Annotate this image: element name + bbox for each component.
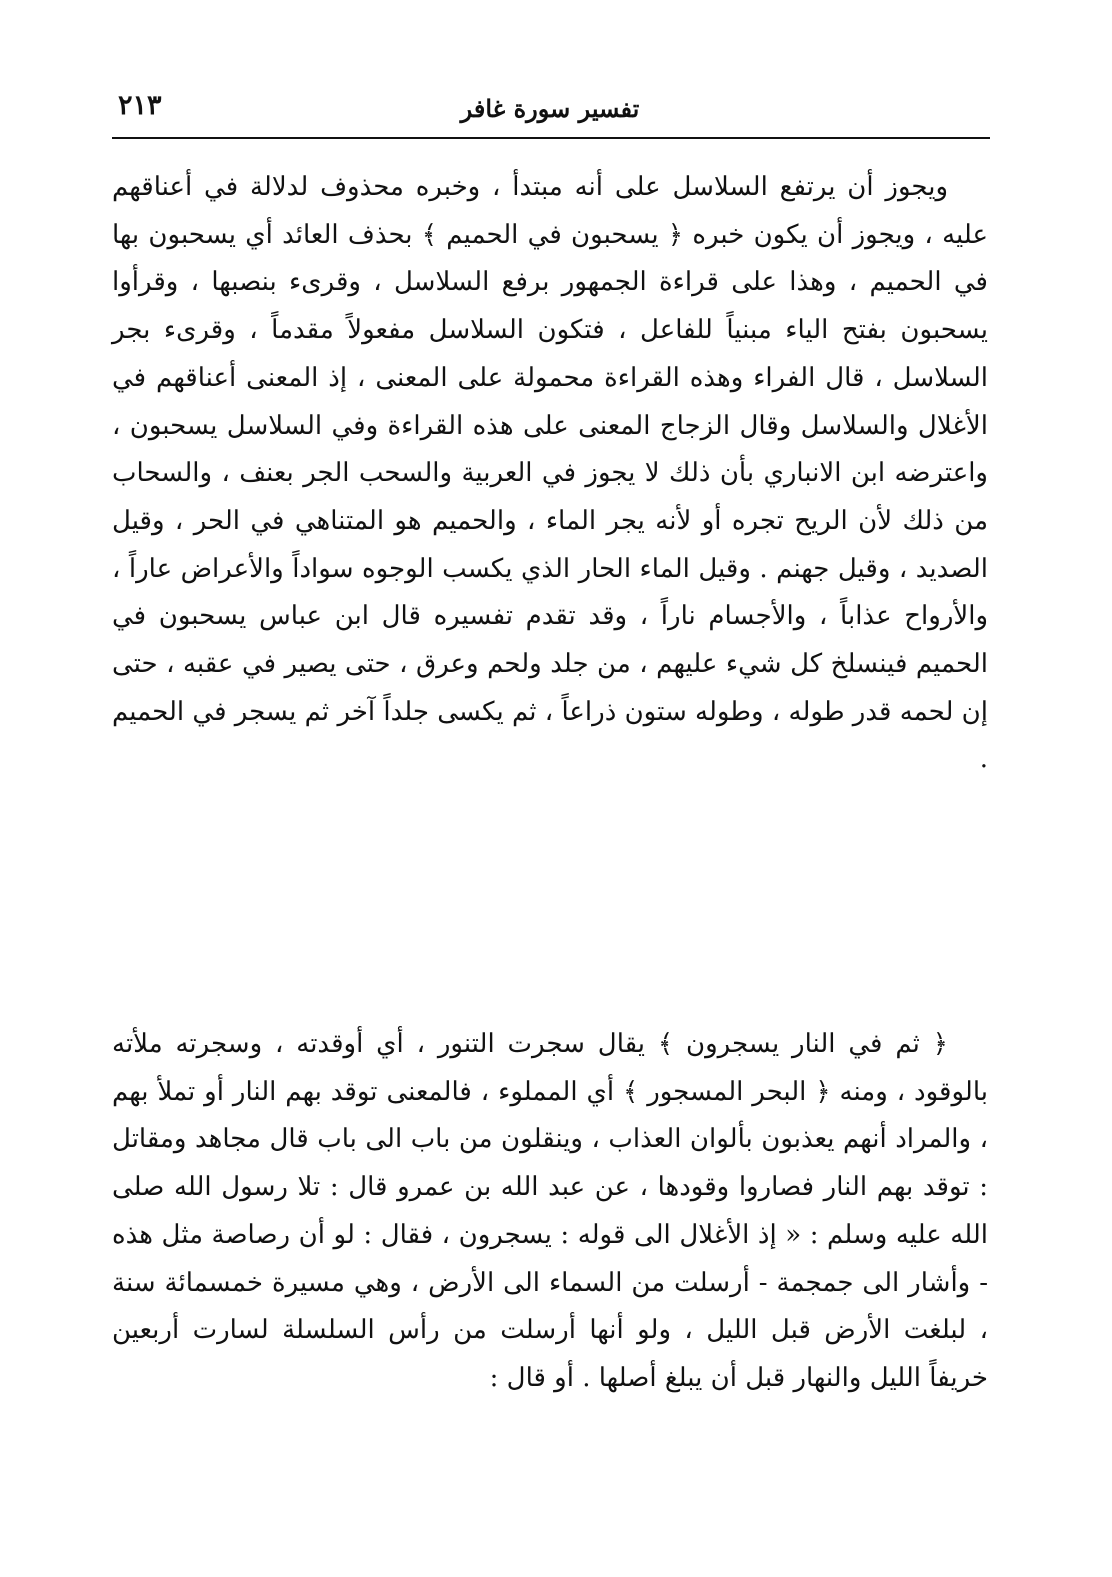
commentary-block	[112, 1021, 988, 1403]
header-title: تفسير سورة غافر	[460, 94, 640, 123]
header-divider	[112, 137, 990, 139]
running-header	[112, 88, 988, 132]
paragraph: ﴿ ثم في النار يسجرون ﴾ يقال سجرت التنور ، أي أوقدته ، وسجرته ملأته بالوقود ، ومنه ﴿ البحر المسجور ﴾ أي المملوء ، فالمعنى توقد بهم النار أو تملأ بهم ، والمراد أنهم يعذبون بألوان العذاب ، وينقلون من باب الى باب قال مجاهد ومقاتل : توقد بهم النار فصاروا وقودها ، عن عبد الله بن عمرو قال : تلا رسول الله صلى الله عليه وسلم : « إذ الأغلال الى قوله : يسجرون ، فقال : لو أن رصاصة مثل هذه - وأشار الى جمجمة - أرسلت من السماء الى الأرض ، وهي مسيرة خمسمائة سنة ، لبلغت الأرض قبل الليل ، ولو أنها أرسلت من رأس السلسلة لسارت أربعين خريفاً الليل والنهار قبل أن يبلغ أصلها . أو قال :	[112, 1029, 988, 1393]
paragraph: ويجوز أن يرتفع السلاسل على أنه مبتدأ ، وخبره محذوف لدلالة في أعناقهم عليه ، ويجوز أن يكون خبره ﴿ يسحبون في الحميم ﴾ بحذف العائد أي يسحبون بها في الحميم ، وهذا على قراءة الجمهور برفع السلاسل ، وقرىء بنصبها ، وقرأوا يسحبون بفتح الياء مبنياً للفاعل ، فتكون السلاسل مفعولاً مقدماً ، وقرىء بجر السلاسل ، قال الفراء وهذه القراءة محمولة على المعنى ، إذ المعنى أعناقهم في الأغلال والسلاسل وقال الزجاج المعنى على هذه القراءة وفي السلاسل يسحبون ، واعترضه ابن الانباري بأن ذلك لا يجوز في العربية والسحب الجر بعنف ، والسحاب من ذلك لأن الريح تجره أو لأنه يجر الماء ، والحميم هو المتناهي في الحر ، وقيل الصديد ، وقيل جهنم . وقيل الماء الحار الذي يكسب الوجوه سواداً والأعراض عاراً ، والأرواح عذاباً ، والأجسام ناراً ، وقد تقدم تفسيره قال ابن عباس يسحبون في الحميم فينسلخ كل شيء عليهم ، من جلد ولحم وعرق ، حتى يصير في عقبه ، حتى إن لحمه قدر طوله ، وطوله ستون ذراعاً ، ثم يكسى جلداً آخر ثم يسجر في الحميم .	[112, 172, 988, 775]
commentary-block	[112, 164, 988, 784]
page-number: ٢١٣	[118, 90, 162, 121]
